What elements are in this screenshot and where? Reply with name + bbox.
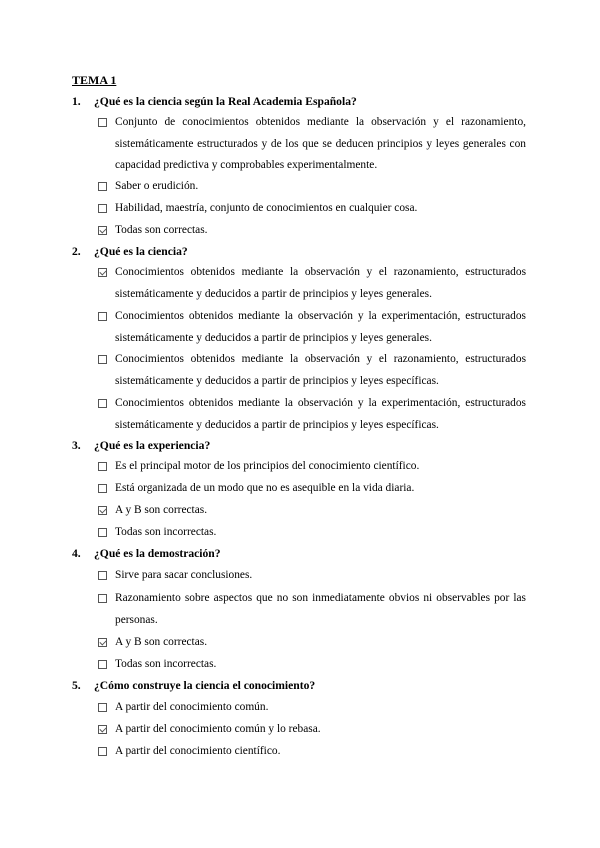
question-number: 5. bbox=[72, 679, 81, 692]
checkbox-icon[interactable] bbox=[98, 484, 107, 493]
option-text: Conjunto de conocimientos obtenidos mediante la observación y el razonamiento, sistemáticamente estructurados y de los que se deducen principios y leyes generales con capacidad predictiva y comprobables experimentalmente. bbox=[115, 116, 526, 172]
option-text: A partir del conocimiento común y lo rebasa. bbox=[115, 723, 321, 735]
checkbox-icon[interactable] bbox=[98, 182, 107, 191]
option-4b[interactable] bbox=[98, 588, 526, 631]
option-5a[interactable] bbox=[98, 697, 526, 719]
option-text: Es el principal motor de los principios del conocimiento científico. bbox=[115, 460, 420, 472]
option-text: Saber o erudición. bbox=[115, 180, 199, 192]
checkbox-icon[interactable] bbox=[98, 660, 107, 669]
checked-checkbox-icon[interactable] bbox=[98, 268, 107, 277]
checkbox-icon[interactable] bbox=[98, 204, 107, 213]
option-text: Está organizada de un modo que no es asequible en la vida diaria. bbox=[115, 482, 415, 494]
question-5 bbox=[72, 678, 532, 694]
option-text: Conocimientos obtenidos mediante la observación y el razonamiento, estructurados sistemáticamente y deducidos a partir de principios y leyes específicas. bbox=[115, 353, 526, 387]
option-3c[interactable] bbox=[98, 500, 526, 522]
option-5b[interactable] bbox=[98, 719, 526, 741]
checked-checkbox-icon[interactable] bbox=[98, 638, 107, 647]
question-text: ¿Qué es la ciencia? bbox=[94, 245, 188, 258]
checked-checkbox-icon[interactable] bbox=[98, 725, 107, 734]
option-text: Conocimientos obtenidos mediante la observación y la experimentación, estructurados sistemáticamente y deducidos a partir de principios y leyes específicas. bbox=[115, 397, 526, 431]
option-2d[interactable] bbox=[98, 393, 526, 436]
option-3a[interactable] bbox=[98, 456, 526, 478]
checkbox-icon[interactable] bbox=[98, 355, 107, 364]
checkbox-icon[interactable] bbox=[98, 571, 107, 580]
question-text: ¿Cómo construye la ciencia el conocimiento? bbox=[94, 679, 316, 692]
checkbox-icon[interactable] bbox=[98, 312, 107, 321]
option-text: Razonamiento sobre aspectos que no son inmediatamente obvios ni observables por las personas. bbox=[115, 592, 526, 626]
question-number: 2. bbox=[72, 245, 81, 258]
option-4c[interactable] bbox=[98, 632, 526, 654]
checked-checkbox-icon[interactable] bbox=[98, 506, 107, 515]
option-1d[interactable] bbox=[98, 220, 526, 242]
checkbox-icon[interactable] bbox=[98, 703, 107, 712]
option-2a[interactable] bbox=[98, 262, 526, 305]
option-text: Conocimientos obtenidos mediante la observación y la experimentación, estructurados sistemáticamente y deducidos a partir de principios y leyes generales. bbox=[115, 310, 526, 344]
checkbox-icon[interactable] bbox=[98, 399, 107, 408]
option-1c[interactable] bbox=[98, 198, 526, 220]
option-text: Sirve para sacar conclusiones. bbox=[115, 569, 253, 581]
checkbox-icon[interactable] bbox=[98, 594, 107, 603]
option-1a[interactable] bbox=[98, 112, 526, 177]
option-text: A y B son correctas. bbox=[115, 504, 208, 516]
option-text: Todas son incorrectas. bbox=[115, 658, 217, 670]
option-text: A partir del conocimiento científico. bbox=[115, 745, 281, 757]
option-text: Todas son correctas. bbox=[115, 224, 208, 236]
checkbox-icon[interactable] bbox=[98, 528, 107, 537]
option-3b[interactable] bbox=[98, 478, 526, 500]
checked-checkbox-icon[interactable] bbox=[98, 226, 107, 235]
option-text: A y B son correctas. bbox=[115, 636, 208, 648]
question-2 bbox=[72, 244, 532, 260]
option-text: Habilidad, maestría, conjunto de conocimientos en cualquier cosa. bbox=[115, 202, 418, 214]
option-4a[interactable] bbox=[98, 565, 526, 587]
option-3d[interactable] bbox=[98, 522, 526, 544]
option-4d[interactable] bbox=[98, 654, 526, 676]
question-3 bbox=[72, 438, 532, 454]
checkbox-icon[interactable] bbox=[98, 118, 107, 127]
option-2c[interactable] bbox=[98, 349, 526, 392]
question-number: 1. bbox=[72, 95, 81, 108]
option-text: Todas son incorrectas. bbox=[115, 526, 217, 538]
question-text: ¿Qué es la ciencia según la Real Academia Española? bbox=[94, 95, 357, 108]
question-4 bbox=[72, 546, 532, 562]
question-text: ¿Qué es la experiencia? bbox=[94, 439, 211, 452]
page-title: TEMA 1 bbox=[72, 73, 117, 87]
option-5c[interactable] bbox=[98, 741, 526, 763]
option-text: A partir del conocimiento común. bbox=[115, 701, 269, 713]
question-number: 3. bbox=[72, 439, 81, 452]
option-2b[interactable] bbox=[98, 306, 526, 349]
checkbox-icon[interactable] bbox=[98, 462, 107, 471]
question-1 bbox=[72, 94, 532, 110]
checkbox-icon[interactable] bbox=[98, 747, 107, 756]
option-text: Conocimientos obtenidos mediante la observación y el razonamiento, estructurados sistemáticamente y deducidos a partir de principios y leyes generales. bbox=[115, 266, 526, 300]
question-number: 4. bbox=[72, 547, 81, 560]
question-text: ¿Qué es la demostración? bbox=[94, 547, 221, 560]
option-1b[interactable] bbox=[98, 176, 526, 198]
